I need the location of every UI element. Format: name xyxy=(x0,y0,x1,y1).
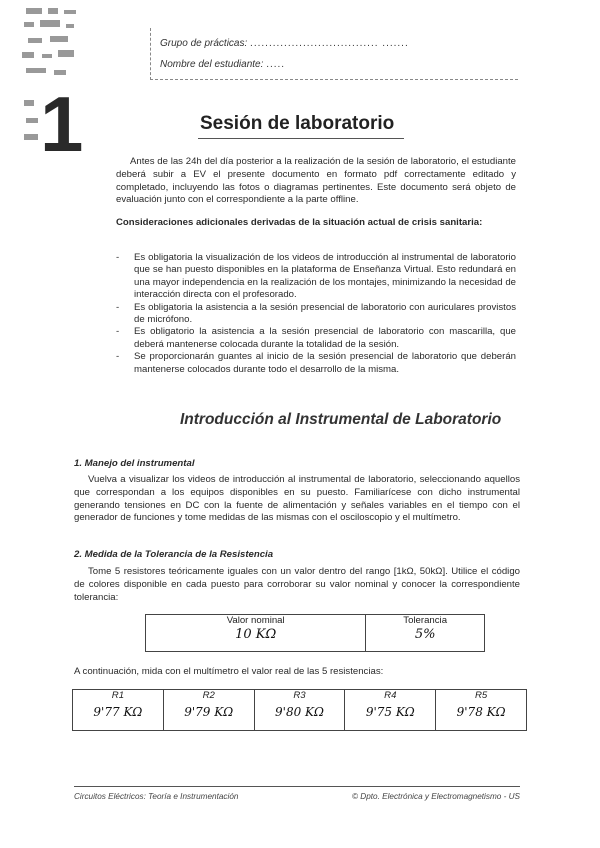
tolerance-value: 5% xyxy=(414,627,436,642)
tolerance-table xyxy=(145,614,485,652)
considerations-list xyxy=(116,252,516,376)
intro-paragraph: Antes de las 24h del día posterior a la realización de la sesión de laboratorio, el estudiante deberá subir a EV el presente documento en formato pdf correctamente editado y completado, incluyendo las fotos o diagramas pertinentes. Este documento será objeto de evaluación junto con el correspondiente a la parte offline. xyxy=(116,156,516,206)
resistor-value: 9'75 KΩ xyxy=(365,705,415,719)
header-box xyxy=(150,28,518,80)
tolerance-cell xyxy=(366,615,485,652)
resistor-header: R2 xyxy=(202,690,215,701)
part2-heading: 2. Medida de la Tolerancia de la Resistencia xyxy=(74,549,274,560)
part2-text: Tome 5 resistores teóricamente iguales con un valor dentro del rango [1kΩ, 50kΩ]. Utilice el código de colores disponible en cada puesto para corroborar su valor nominal y conocer la correspondiente tolerancia: xyxy=(74,566,520,603)
footer-left: Circuitos Eléctricos: Teoría e Instrumentación xyxy=(74,792,239,801)
resistor-value: 9'78 KΩ xyxy=(456,705,506,719)
group-line xyxy=(160,38,409,49)
page-title: Sesión de laboratorio xyxy=(200,113,395,134)
resistor-cell xyxy=(345,690,436,731)
resistor-value: 9'79 KΩ xyxy=(184,705,234,719)
footer-divider xyxy=(74,786,520,787)
considerations-heading: Consideraciones adicionales derivadas de la situación actual de crisis sanitaria: xyxy=(116,217,483,228)
part1-text: Vuelva a visualizar los videos de introducción al instrumental de laboratorio, seleccionando aquellos que correspondan a los equipos disponibles en su puesto. Familiarícese con dicho instrumental generando tensiones en DC con la fuente de alimentación y señales variables en el tiempo con el generador de funciones y tome medidas de las mismas con el osciloscopio y el multímetro. xyxy=(74,474,520,524)
resistor-cell xyxy=(73,690,164,731)
resistor-header: R4 xyxy=(384,690,397,701)
footer-right: © Dpto. Electrónica y Electromagnetismo - US xyxy=(351,792,520,801)
list-item: - Se proporcionarán guantes al inicio de la sesión presencial de laboratorio que deberán mantenerse colocados durante todo el desarrollo de la misma. xyxy=(116,351,516,376)
resistor-header: R5 xyxy=(474,690,488,701)
tolerance-header: Tolerancia xyxy=(403,615,448,626)
list-item: - Es obligatoria la asistencia a la sesión presencial de laboratorio con auriculares provistos de micrófono. xyxy=(116,302,516,327)
resistor-cell xyxy=(436,690,527,731)
part1-heading: 1. Manejo del instrumental xyxy=(74,458,195,469)
list-item: - Es obligatorio la asistencia a la sesión presencial de laboratorio con mascarilla, que deberá mantenerse colocada durante la totalidad de la sesión. xyxy=(116,326,516,351)
group-label: Grupo de prácticas: xyxy=(160,38,248,49)
resistor-cell xyxy=(254,690,345,731)
resistor-value: 9'77 KΩ xyxy=(93,705,143,719)
nominal-value: 10 KΩ xyxy=(235,627,277,642)
student-dots: ..... xyxy=(266,59,286,70)
student-label: Nombre del estudiante: xyxy=(160,59,264,70)
resistance-table xyxy=(72,689,527,731)
resistor-header: R3 xyxy=(293,690,306,701)
group-dots: .................................. ....... xyxy=(250,38,409,49)
list-item: - Es obligatoria la visualización de los videos de introducción al instrumental de laboratorio que se han puesto disponibles en la plataforma de Enseñanza Virtual. Esto redundará en una mayor independencia en la realización de los montajes, minimizando la necesidad de interacción directa con el profesorado. xyxy=(116,252,516,302)
resistor-value: 9'80 KΩ xyxy=(275,705,324,719)
measure-text: A continuación, mida con el multímetro el valor real de las 5 resistencias: xyxy=(74,666,384,677)
section-title: Introducción al Instrumental de Laboratorio xyxy=(180,411,502,428)
nominal-header: Valor nominal xyxy=(226,615,285,626)
title-underline xyxy=(198,138,404,139)
student-line xyxy=(160,59,285,70)
resistor-header: R1 xyxy=(111,690,125,701)
nominal-cell xyxy=(146,615,366,652)
session-number: 1 xyxy=(40,80,84,168)
resistor-cell xyxy=(163,690,254,731)
